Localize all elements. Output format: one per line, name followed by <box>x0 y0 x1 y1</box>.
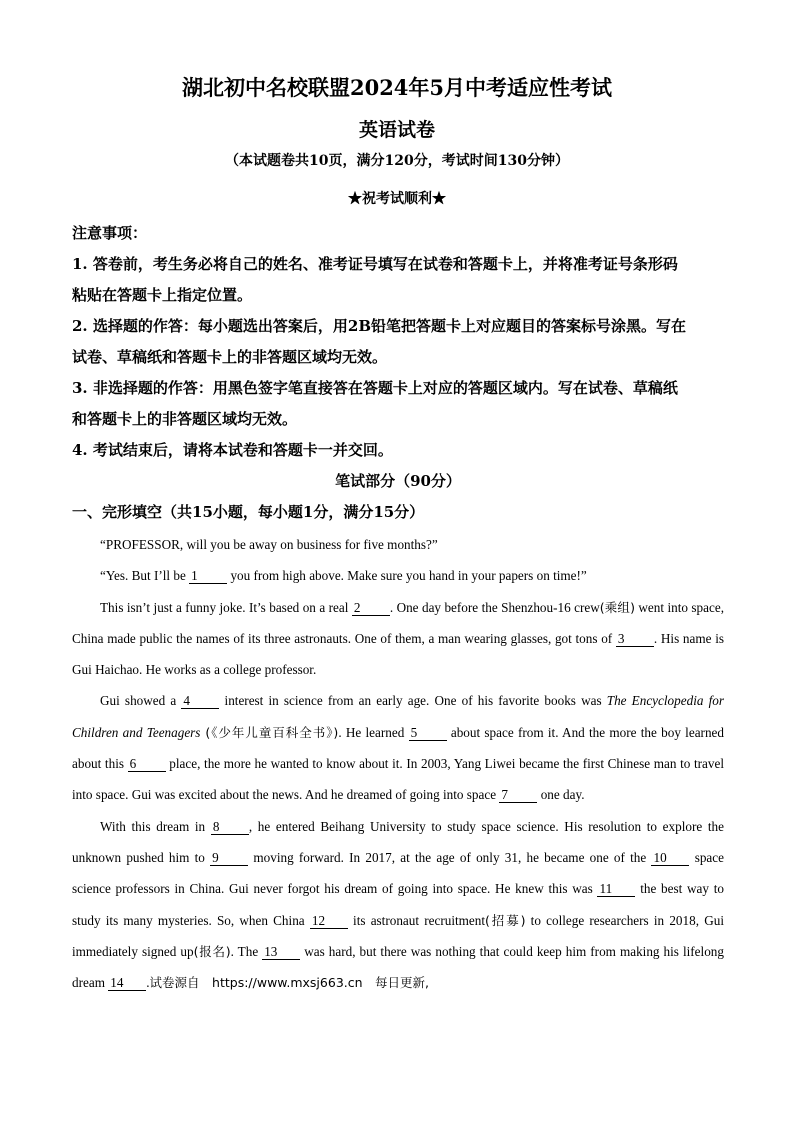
answer-blank[interactable]: 12 <box>310 914 348 929</box>
instruction-line: 粘贴在答题卡上指定位置。 <box>72 286 253 304</box>
cloze-passage <box>72 529 724 998</box>
passage-paragraph: “PROFESSOR, will you be away on business for five months?” <box>100 537 438 552</box>
instruction-line: 和答题卡上的非答题区域均无效。 <box>72 410 298 428</box>
passage-paragraph: Gui showed a 4 interest in science from an early age. One of his favorite books was The Encyclopedia for Children and Teenagers (《少年儿童百科全书》). He learned 5 about space from it. And the more the boy learned about this 6 place, the more he wanted to know about it. In 2003, Yang Liwei became the first Chinese man to travel into space. Gui was excited about the news. And he dreamed of going into space 7 one day. <box>72 693 725 803</box>
exam-subtitle: 英语试卷 <box>358 119 435 141</box>
exam-wish: ★祝考试顺利★ <box>348 191 446 207</box>
instruction-line: 3. 非选择题的作答：用黑色签字笔直接答在答题卡上对应的答题区域内。写在试卷、草稿纸 <box>72 379 678 397</box>
answer-blank[interactable]: 1 <box>189 569 227 584</box>
section-heading: 一、完形填空（共15小题，每小题1分，满分15分） <box>72 503 425 521</box>
instruction-line: 1. 答卷前，考生务必将自己的姓名、准考证号填写在试卷和答题卡上，并将准考证号条形码 <box>72 255 678 273</box>
book-title: The Encyclopedia for Children and Teenagers <box>72 693 724 740</box>
answer-blank[interactable]: 5 <box>409 726 447 741</box>
answer-blank[interactable]: 13 <box>262 945 300 960</box>
instructions-heading: 注意事项： <box>72 224 148 242</box>
answer-blank[interactable]: 14 <box>108 976 146 991</box>
source-watermark: 试卷源自 https://www.mxsj663.cn 每日更新, <box>149 975 430 991</box>
answer-blank[interactable]: 9 <box>210 851 248 866</box>
passage-paragraph: “Yes. But I’ll be 1 you from high above. Make sure you hand in your papers on time!” <box>100 568 587 584</box>
instruction-line: 2. 选择题的作答：每小题选出答案后，用2B铅笔把答题卡上对应题目的答案标号涂黑。写在 <box>72 317 687 335</box>
instructions <box>72 218 724 528</box>
exam-note: （本试题卷共10页，满分120分，考试时间130分钟） <box>225 153 569 169</box>
passage-paragraph: This isn’t just a funny joke. It’s based on a real 2 . One day before the Shenzhou-16 crew(乘组) went into space, China made public the names of its three astronauts. One of them, a man wearing glasses, got tons of 3 . His name is Gui Haichao. He works as a college professor. <box>72 599 724 678</box>
exam-title: 湖北初中名校联盟2024年5月中考适应性考试 <box>181 75 613 100</box>
answer-blank[interactable]: 6 <box>128 757 166 772</box>
answer-blank[interactable]: 2 <box>352 601 390 616</box>
instruction-line: 4. 考试结束后，请将本试卷和答题卡一并交回。 <box>72 441 393 459</box>
answer-blank[interactable]: 11 <box>597 882 635 897</box>
answer-blank[interactable]: 3 <box>616 632 654 647</box>
part-title: 笔试部分（90分） <box>335 472 461 490</box>
answer-blank[interactable]: 8 <box>211 820 249 835</box>
answer-blank[interactable]: 4 <box>181 694 219 709</box>
answer-blank[interactable]: 7 <box>499 788 537 803</box>
passage-paragraph: With this dream in 8 , he entered Beihang University to study space science. His resolution to explore the unknown pushed him to 9 moving forward. In 2017, at the age of only 31, he became one of the 10 space science professors in China. Gui never forgot his dream of going into space. He knew this was 11 the best way to study its many mysteries. So, when China 12 its astronaut recruitment(招募) to college researchers in 2018, Gui immediately signed up(报名). The 13 was hard, but there was nothing that could keep him from making his lifelong dream 14 .试卷源自 https://www.mxsj663.cn 每日更新, <box>72 818 724 991</box>
answer-blank[interactable]: 10 <box>651 851 689 866</box>
instruction-line: 试卷、草稿纸和答题卡上的非答题区域均无效。 <box>72 348 388 366</box>
